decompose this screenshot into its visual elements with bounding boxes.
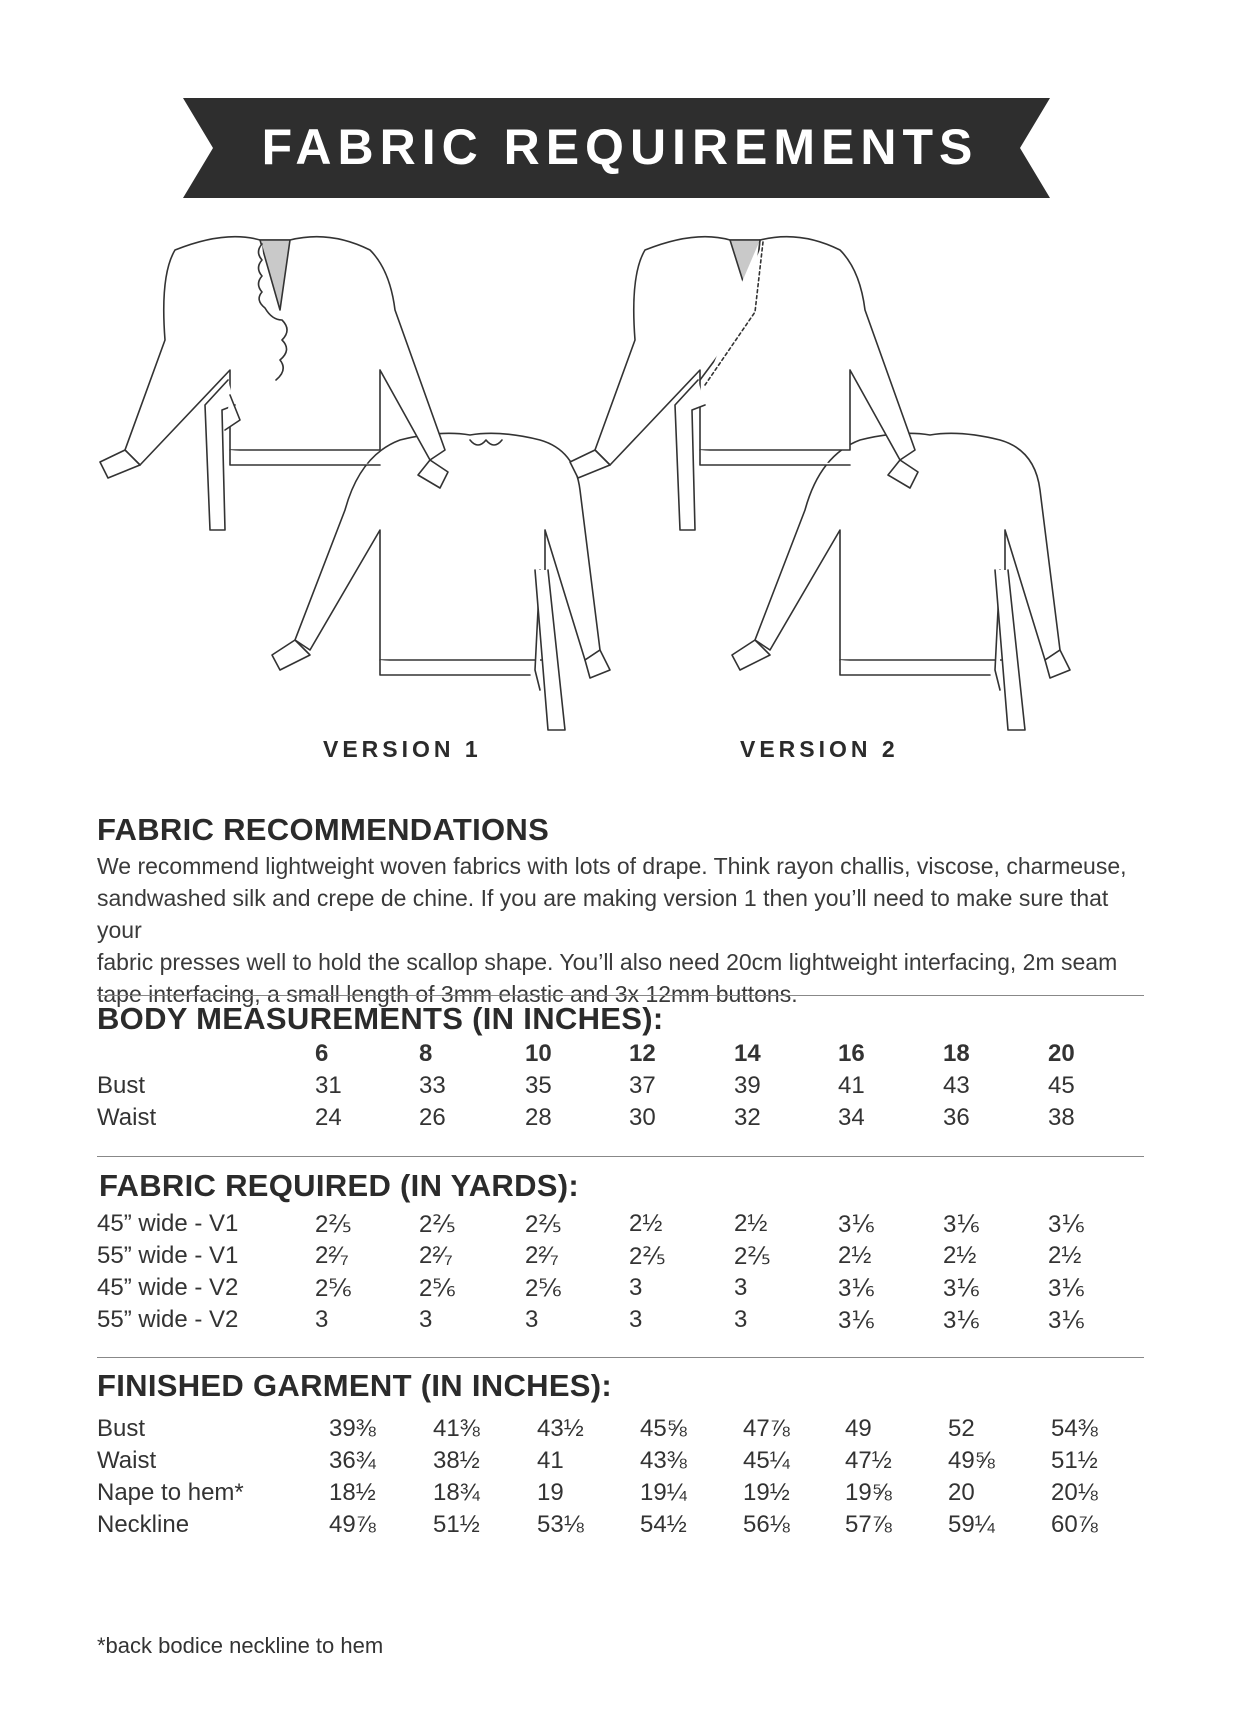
recommendations-line: sandwashed silk and crepe de chine. If you are making version 1 then you’ll need to make sure that your [97, 885, 1109, 943]
body-measurements-heading: BODY MEASUREMENTS (IN INCHES): [97, 1001, 664, 1036]
table-cell: 26 [419, 1104, 446, 1131]
table-cell: 38½ [433, 1447, 480, 1474]
table-cell: 51½ [1051, 1447, 1098, 1474]
table-cell: 18¾ [433, 1479, 480, 1506]
table-cell: 52 [948, 1415, 975, 1442]
table-cell: 36 [943, 1104, 970, 1131]
table-cell: 19½ [743, 1479, 790, 1506]
version-1-label: VERSION 1 [323, 736, 482, 762]
table-cell: 24 [315, 1104, 342, 1131]
row-label: 45” wide - V1 [97, 1210, 239, 1237]
table-cell: 2⅚ [419, 1275, 456, 1302]
version-2-label: VERSION 2 [740, 736, 899, 762]
table-row [97, 1104, 1177, 1136]
table-cell: 3⅙ [1048, 1307, 1085, 1334]
table-cell: 3 [734, 1274, 748, 1301]
table-cell: 31 [315, 1072, 342, 1099]
table-cell: 54⅜ [1051, 1415, 1098, 1442]
table-cell: 19 [537, 1479, 564, 1506]
table-cell: 3⅙ [838, 1211, 875, 1238]
table-cell: 36¾ [329, 1447, 376, 1474]
table-cell: 2⅖ [315, 1211, 352, 1238]
fabric-required-table [97, 1210, 1177, 1338]
row-label: Neckline [97, 1511, 190, 1538]
table-cell: 47½ [845, 1447, 892, 1474]
table-cell: 2½ [943, 1242, 977, 1269]
table-cell: 3⅙ [943, 1211, 980, 1238]
table-cell: 49⅞ [329, 1511, 376, 1538]
divider [97, 1156, 1144, 1157]
table-cell: 33 [419, 1072, 446, 1099]
size-20: 20 [1048, 1040, 1075, 1067]
table-cell: 19⅝ [845, 1479, 892, 1506]
banner-ribbon [0, 0, 1240, 230]
table-cell: 28 [525, 1104, 552, 1131]
table-cell: 60⅞ [1051, 1511, 1098, 1538]
table-row [97, 1511, 1177, 1543]
table-cell: 2½ [629, 1210, 663, 1237]
table-cell: 3 [629, 1306, 643, 1333]
table-cell: 20 [948, 1479, 975, 1506]
table-row [97, 1274, 1177, 1306]
table-cell: 54½ [640, 1511, 687, 1538]
table-cell: 3⅙ [1048, 1275, 1085, 1302]
table-cell: 3 [734, 1306, 748, 1333]
row-label: Waist [97, 1447, 157, 1474]
row-label: Bust [97, 1415, 146, 1442]
table-cell: 3 [419, 1306, 433, 1333]
table-cell: 2⅚ [525, 1275, 562, 1302]
table-cell: 38 [1048, 1104, 1075, 1131]
table-cell: 2²⁄₇ [315, 1242, 349, 1269]
table-cell: 34 [838, 1104, 865, 1131]
table-cell: 43½ [537, 1415, 584, 1442]
page-title: FABRIC REQUIREMENTS [261, 119, 979, 175]
recommendations-line: We recommend lightweight woven fabrics with lots of drape. Think rayon challis, viscose, charmeuse, [97, 853, 1127, 879]
row-label: Bust [97, 1072, 146, 1099]
table-cell: 3⅙ [943, 1275, 980, 1302]
size-16: 16 [838, 1040, 865, 1067]
table-cell: 37 [629, 1072, 656, 1099]
footnote: *back bodice neckline to hem [97, 1633, 384, 1658]
table-cell: 47⅞ [743, 1415, 790, 1442]
body-measurements-table [97, 1040, 1177, 1136]
fabric-required-heading: FABRIC REQUIRED (IN YARDS): [99, 1168, 580, 1203]
row-label: Nape to hem* [97, 1479, 244, 1506]
table-cell: 39 [734, 1072, 761, 1099]
table-cell: 3 [629, 1274, 643, 1301]
table-cell: 3⅙ [838, 1275, 875, 1302]
table-cell: 41⅜ [433, 1415, 480, 1442]
table-cell: 56⅛ [743, 1511, 790, 1538]
table-cell: 43 [943, 1072, 970, 1099]
row-label: 55” wide - V2 [97, 1306, 239, 1333]
table-cell: 53⅛ [537, 1511, 584, 1538]
table-cell: 41 [838, 1072, 865, 1099]
table-cell: 2⅖ [629, 1243, 666, 1270]
size-6: 6 [315, 1040, 329, 1067]
divider [97, 1357, 1144, 1358]
table-cell: 49 [845, 1415, 872, 1442]
table-cell: 3 [525, 1306, 539, 1333]
size-12: 12 [629, 1040, 656, 1067]
table-row [97, 1210, 1177, 1242]
recommendations-heading: FABRIC RECOMMENDATIONS [97, 812, 550, 847]
table-cell: 3⅙ [1048, 1211, 1085, 1238]
table-cell: 3 [315, 1306, 329, 1333]
recommendations-line: fabric presses well to hold the scallop shape. You’ll also need 20cm lightweight interfacing, 2m seam [97, 949, 1118, 975]
recommendations-line: tape interfacing, a small length of 3mm elastic and 3x 12mm buttons. [97, 981, 798, 1007]
table-row [97, 1306, 1177, 1338]
table-cell: 2⅖ [525, 1211, 562, 1238]
table-cell: 30 [629, 1104, 656, 1131]
table-cell: 35 [525, 1072, 552, 1099]
table-cell: 49⅝ [948, 1447, 995, 1474]
table-cell: 3⅙ [838, 1307, 875, 1334]
row-label: Waist [97, 1104, 157, 1131]
table-cell: 45⅝ [640, 1415, 687, 1442]
table-row [97, 1479, 1177, 1511]
table-cell: 59¼ [948, 1511, 995, 1538]
table-cell: 2²⁄₇ [525, 1242, 559, 1269]
size-8: 8 [419, 1040, 433, 1067]
finished-garment-table [97, 1415, 1177, 1543]
table-cell: 45¼ [743, 1447, 790, 1474]
table-row [97, 1447, 1177, 1479]
table-cell: 41 [537, 1447, 564, 1474]
table-cell: 2⅖ [419, 1211, 456, 1238]
table-cell: 57⅞ [845, 1511, 892, 1538]
table-row [97, 1072, 1177, 1104]
row-label: 55” wide - V1 [97, 1242, 239, 1269]
table-row [97, 1415, 1177, 1447]
table-cell: 2½ [734, 1210, 768, 1237]
table-cell: 51½ [433, 1511, 480, 1538]
finished-garment-heading: FINISHED GARMENT (IN INCHES): [97, 1368, 613, 1403]
table-cell: 43⅜ [640, 1447, 687, 1474]
table-cell: 2½ [1048, 1242, 1082, 1269]
table-cell: 20⅛ [1051, 1479, 1098, 1506]
table-cell: 19¼ [640, 1479, 687, 1506]
garment-illustrations [0, 230, 1240, 740]
title-banner [0, 0, 1240, 230]
size-18: 18 [943, 1040, 970, 1067]
divider [97, 995, 1144, 996]
table-cell: 39⅜ [329, 1415, 376, 1442]
table-cell: 32 [734, 1104, 761, 1131]
table-row [97, 1242, 1177, 1274]
row-label: 45” wide - V2 [97, 1274, 239, 1301]
table-cell: 2½ [838, 1242, 872, 1269]
table-cell: 2⅚ [315, 1275, 352, 1302]
table-cell: 3⅙ [943, 1307, 980, 1334]
size-14: 14 [734, 1040, 761, 1067]
table-cell: 2²⁄₇ [419, 1242, 453, 1269]
table-cell: 18½ [329, 1479, 376, 1506]
table-cell: 2⅖ [734, 1243, 771, 1270]
size-10: 10 [525, 1040, 552, 1067]
size-header-row [97, 1040, 1177, 1072]
table-cell: 45 [1048, 1072, 1075, 1099]
recommendations-text [97, 850, 1157, 1010]
